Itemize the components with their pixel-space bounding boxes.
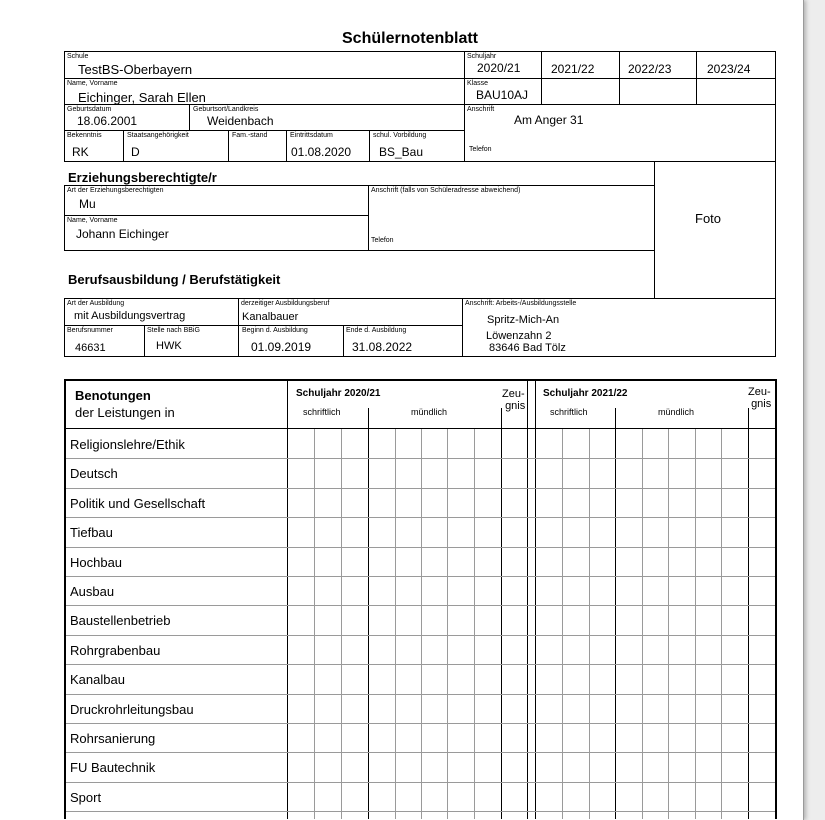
grade-cell-line <box>421 429 422 819</box>
grade-cell-line <box>341 429 342 819</box>
klasse-label: Klasse <box>467 80 489 87</box>
staat-value: D <box>131 145 140 159</box>
year2-heading: Schuljahr 2021/22 <box>543 388 628 399</box>
geburtsdatum-value: 18.06.2001 <box>77 114 138 128</box>
schuljahr-3: 2022/23 <box>628 62 672 76</box>
bekenntnis-value: RK <box>72 145 89 159</box>
foto-box <box>654 161 776 299</box>
schuljahr-2: 2021/22 <box>551 62 595 76</box>
subject-label: Kanalbau <box>70 672 125 687</box>
name-value: Eichinger, Sarah Ellen <box>78 90 206 105</box>
staat-label: Staatsangehörigkeit <box>127 132 189 139</box>
year1-zeugnis: Zeu- gnis <box>502 388 526 412</box>
ausbildung-heading: Berufsausbildung / Berufstätigkeit <box>68 272 281 287</box>
grade-cell-line <box>395 429 396 819</box>
grade-cell-line <box>721 429 722 819</box>
page-title: Schülernotenblatt <box>342 30 479 47</box>
erz-name-label: Name, Vorname <box>67 217 118 224</box>
ausb-strasse: Löwenzahn 2 <box>486 330 552 342</box>
subject-label: Hochbau <box>70 555 123 570</box>
ausb-anschrift-label: Anschrift: Arbeits-/Ausbildungsstelle <box>465 300 577 307</box>
subject-label: FU Bautechnik <box>70 760 156 775</box>
schuljahr-1: 2020/21 <box>477 61 521 75</box>
grades-subheading: der Leistungen in <box>75 405 175 420</box>
stelle-value: HWK <box>156 340 182 352</box>
stelle-label: Stelle nach BBiG <box>147 327 200 334</box>
beginn-value: 01.09.2019 <box>251 340 312 354</box>
erz-telefon-label: Telefon <box>371 237 394 244</box>
grades-heading: Benotungen <box>75 388 151 403</box>
schule-label: Schule <box>67 53 89 60</box>
grade-cell-line <box>447 429 448 819</box>
bekenntnis-label: Bekenntnis <box>67 132 102 139</box>
erz-art-value: Mu <box>79 197 96 211</box>
schuljahr-label: Schuljahr <box>467 53 497 60</box>
subject-label: Druckrohrleitungsbau <box>70 702 194 717</box>
anschrift-value: Am Anger 31 <box>514 113 584 127</box>
subject-label: Rohrgrabenbau <box>70 643 161 658</box>
telefon-label: Telefon <box>469 146 492 153</box>
subject-label: Sport <box>70 790 102 805</box>
grade-cell-line <box>695 429 696 819</box>
page-edge <box>0 0 5 820</box>
vorbildung-label: schul. Vorbildung <box>373 132 427 139</box>
name-label: Name, Vorname <box>67 80 118 87</box>
year2-muendlich: mündlich <box>658 407 695 417</box>
klasse-value: BAU10AJ <box>476 88 529 102</box>
year1-heading: Schuljahr 2020/21 <box>296 388 381 399</box>
vorbildung-value: BS_Bau <box>379 145 424 159</box>
ausb-beruf-label: derzeitiger Ausbildungsberuf <box>241 300 330 307</box>
grade-cell-line <box>474 429 475 819</box>
year2-schriftlich: schriftlich <box>550 407 588 417</box>
berufsnummer-label: Berufsnummer <box>67 327 113 334</box>
erz-name-value: Johann Eichinger <box>76 227 169 241</box>
subject-label: Deutsch <box>70 466 118 481</box>
subject-label: Rohrsanierung <box>70 731 156 746</box>
geburtsdatum-label: Geburtsdatum <box>67 106 112 113</box>
subject-label: Tiefbau <box>70 525 113 540</box>
erz-art-label: Art der Erziehungsberechtigten <box>67 187 164 194</box>
geburtsort-label: Geburtsort/Landkreis <box>193 106 259 113</box>
geburtsort-value: Weidenbach <box>207 114 274 128</box>
grade-cell-line <box>562 429 563 819</box>
berufsnummer-value: 46631 <box>75 342 106 354</box>
subject-label: Baustellenbetrieb <box>70 613 171 628</box>
ende-value: 31.08.2022 <box>352 340 413 354</box>
foto-label: Foto <box>695 211 722 226</box>
beginn-label: Beginn d. Ausbildung <box>242 327 308 334</box>
ende-label: Ende d. Ausbildung <box>346 327 407 334</box>
erziehung-heading: Erziehungsberechtigte/r <box>68 170 217 185</box>
erz-anschrift-label: Anschrift (falls von Schüleradresse abweichend) <box>371 187 521 194</box>
famstand-label: Fam.-stand <box>232 132 268 139</box>
schule-value: TestBS-Oberbayern <box>78 62 193 77</box>
subject-label: Politik und Gesellschaft <box>70 496 206 511</box>
subject-label: Religionslehre/Ethik <box>70 437 185 452</box>
grade-cell-line <box>589 429 590 819</box>
ausb-ort: 83646 Bad Tölz <box>489 342 566 354</box>
subject-label: Ausbau <box>70 584 115 599</box>
ausb-beruf-value: Kanalbauer <box>242 311 299 323</box>
year1-muendlich: mündlich <box>411 407 448 417</box>
grade-cell-line <box>314 429 315 819</box>
eintritt-value: 01.08.2020 <box>291 145 352 159</box>
year2-zeugnis: Zeu- gnis <box>748 386 772 410</box>
ausb-art-label: Art der Ausbildung <box>67 300 125 307</box>
anschrift-label: Anschrift <box>467 106 495 113</box>
ausb-art-value: mit Ausbildungsvertrag <box>74 310 186 322</box>
eintritt-label: Eintrittsdatum <box>290 132 333 139</box>
schuljahr-4: 2023/24 <box>707 62 751 76</box>
year1-schriftlich: schriftlich <box>303 407 341 417</box>
grade-cell-line <box>642 429 643 819</box>
ausb-firma: Spritz-Mich-An <box>487 314 560 326</box>
grade-cell-line <box>668 429 669 819</box>
